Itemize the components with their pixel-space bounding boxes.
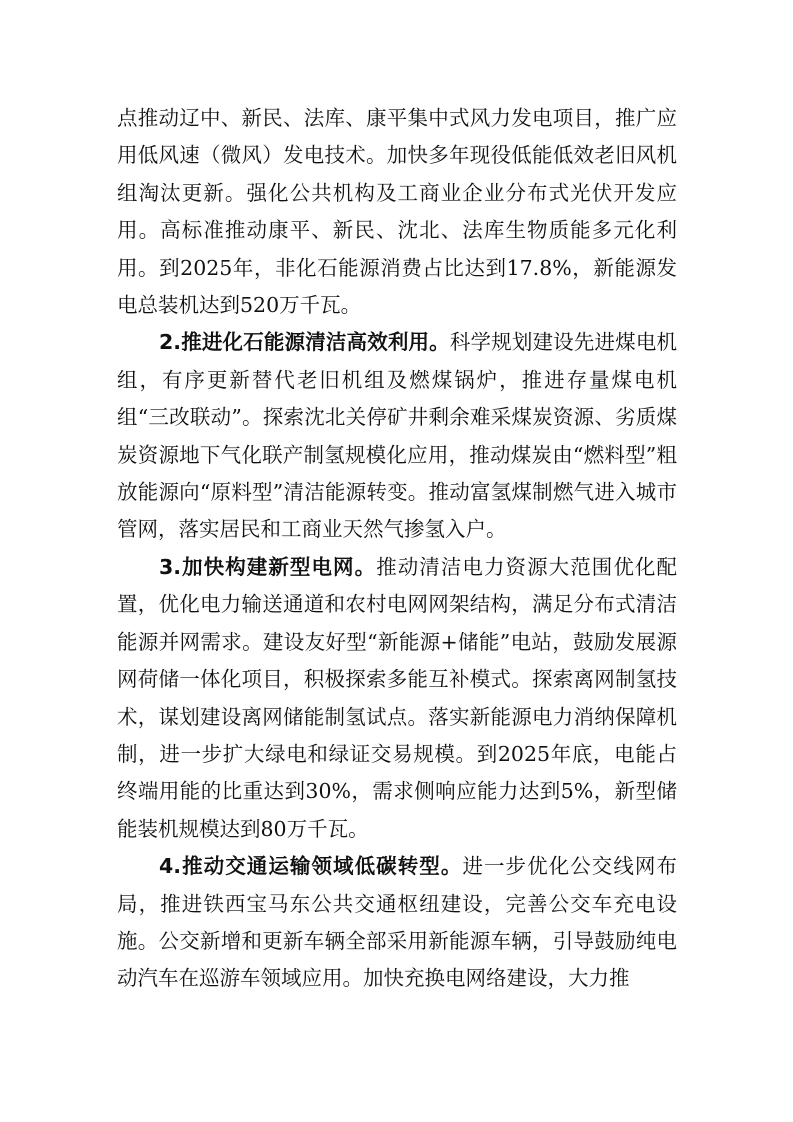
paragraph-continuation	[117, 100, 677, 324]
section-heading-new-grid: 3.加快构建新型电网。	[159, 554, 377, 579]
paragraph-transport	[117, 848, 677, 998]
paragraph-new-grid	[117, 549, 677, 848]
paragraph-fossil-energy	[117, 324, 677, 548]
paragraph-text: 进一步优化公交线网布局，推进铁西宝马东公共交通枢纽建设，完善公交车充电设施。公交新增和更新车辆全部采用新能源车辆，引导鼓励纯电动汽车在巡游车领域应用。加快充换电网络建设，大力推	[117, 854, 677, 991]
paragraph-text: 推动清洁电力资源大范围优化配置，优化电力输送通道和农村电网网架结构，满足分布式清洁能源并网需求。建设友好型“新能源+储能”电站，鼓励发展源网荷储一体化项目，积极探索多能互补模式。探索离网制氢技术，谋划建设离网储能制氢试点。落实新能源电力消纳保障机制，进一步扩大绿电和绿证交易规模。到2025年底，电能占终端用能的比重达到30%，需求侧响应能力达到5%，新型储能装机规模达到80万千瓦。	[117, 554, 677, 841]
paragraph-text: 点推动辽中、新民、法库、康平集中式风力发电项目，推广应用低风速（微风）发电技术。加快多年现役低能低效老旧风机组淘汰更新。强化公共机构及工商业企业分布式光伏开发应用。高标准推动康平、新民、沈北、法库生物质能多元化利用。到2025年，非化石能源消费占比达到17.8%，新能源发电总装机达到520万千瓦。	[117, 106, 677, 318]
document-body	[117, 100, 677, 998]
section-heading-transport: 4.推动交通运输领域低碳转型。	[159, 854, 463, 879]
paragraph-text: 科学规划建设先进煤电机组，有序更新替代老旧机组及燃煤锅炉，推进存量煤电机组“三改联动”。探索沈北关停矿井剩余难采煤炭资源、劣质煤炭资源地下气化联产制氢规模化应用，推动煤炭由“燃料型”粗放能源向“原料型”清洁能源转变。推动富氢煤制燃气进入城市管网，落实居民和工商业天然气掺氢入户。	[117, 330, 677, 542]
section-heading-fossil-energy: 2.推进化石能源清洁高效利用。	[159, 330, 450, 355]
